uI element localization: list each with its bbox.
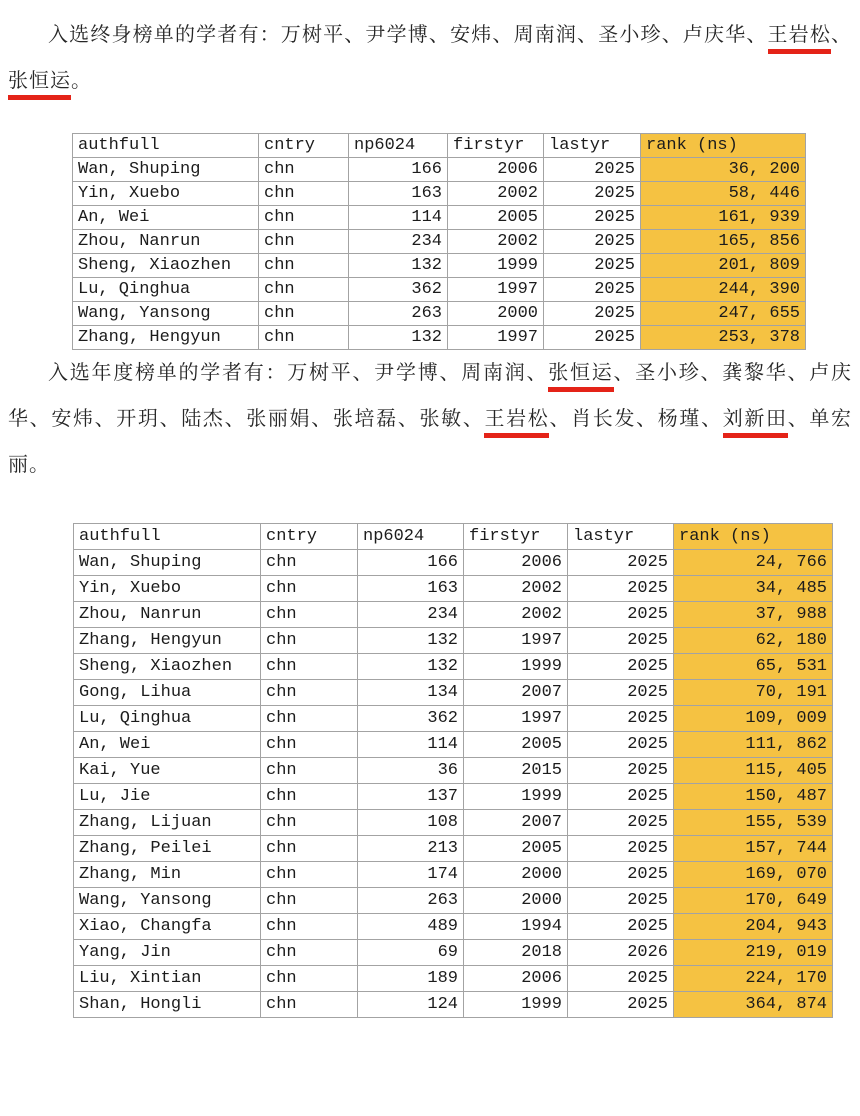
paragraph-text: 入选年度榜单的学者有：万树平、尹学博、周南润、	[48, 362, 549, 384]
table-row	[74, 940, 833, 966]
cell-np6024: 124	[358, 992, 464, 1018]
cell-firstyr: 2006	[448, 158, 544, 182]
cell-np6024: 234	[349, 230, 448, 254]
cell-rank-ns: 150, 487	[674, 784, 833, 810]
paragraph-text: 入选终身榜单的学者有：万树平、尹学博、安炜、周南润、圣小珍、卢庆华、	[48, 24, 768, 46]
cell-rank-ns: 219, 019	[674, 940, 833, 966]
cell-rank-ns: 58, 446	[641, 182, 806, 206]
cell-firstyr: 1994	[464, 914, 568, 940]
cell-rank-ns: 201, 809	[641, 254, 806, 278]
cell-rank-ns: 161, 939	[641, 206, 806, 230]
cell-cntry: chn	[261, 576, 358, 602]
table-row	[74, 888, 833, 914]
cell-authfull: Wang, Yansong	[74, 888, 261, 914]
cell-cntry: chn	[261, 706, 358, 732]
cell-cntry: chn	[261, 732, 358, 758]
cell-firstyr: 2002	[464, 576, 568, 602]
table-row	[74, 628, 833, 654]
header-row	[74, 524, 833, 550]
cell-lastyr: 2025	[544, 158, 641, 182]
cell-cntry: chn	[259, 326, 349, 350]
cell-np6024: 362	[358, 706, 464, 732]
table-row	[74, 576, 833, 602]
cell-lastyr: 2025	[568, 576, 674, 602]
cell-rank-ns: 253, 378	[641, 326, 806, 350]
cell-authfull: Zhang, Peilei	[74, 836, 261, 862]
cell-cntry: chn	[259, 278, 349, 302]
cell-np6024: 114	[358, 732, 464, 758]
cell-authfull: Shan, Hongli	[74, 992, 261, 1018]
cell-authfull: Zhang, Hengyun	[74, 628, 261, 654]
col-header-authfull: authfull	[73, 134, 259, 158]
cell-rank-ns: 36, 200	[641, 158, 806, 182]
cell-np6024: 134	[358, 680, 464, 706]
cell-firstyr: 2005	[448, 206, 544, 230]
cell-cntry: chn	[261, 862, 358, 888]
cell-lastyr: 2025	[568, 862, 674, 888]
table-row	[73, 158, 806, 182]
cell-authfull: Wang, Yansong	[73, 302, 259, 326]
cell-rank-ns: 24, 766	[674, 550, 833, 576]
cell-lastyr: 2026	[568, 940, 674, 966]
cell-firstyr: 2002	[448, 182, 544, 206]
col-header-lastyr: lastyr	[568, 524, 674, 550]
cell-rank-ns: 170, 649	[674, 888, 833, 914]
cell-np6024: 263	[349, 302, 448, 326]
scholar-name-underlined: 刘新田	[723, 408, 788, 438]
table-row	[73, 302, 806, 326]
table-row	[74, 836, 833, 862]
cell-authfull: Sheng, Xiaozhen	[73, 254, 259, 278]
cell-authfull: Kai, Yue	[74, 758, 261, 784]
cell-lastyr: 2025	[568, 758, 674, 784]
cell-lastyr: 2025	[544, 230, 641, 254]
cell-np6024: 137	[358, 784, 464, 810]
table-row	[74, 680, 833, 706]
cell-authfull: Zhang, Lijuan	[74, 810, 261, 836]
cell-rank-ns: 37, 988	[674, 602, 833, 628]
cell-lastyr: 2025	[544, 302, 641, 326]
table-row	[74, 706, 833, 732]
cell-firstyr: 1997	[464, 706, 568, 732]
col-header-lastyr: lastyr	[544, 134, 641, 158]
cell-firstyr: 2005	[464, 732, 568, 758]
annual-rank-table	[73, 523, 833, 1018]
cell-rank-ns: 204, 943	[674, 914, 833, 940]
cell-rank-ns: 70, 191	[674, 680, 833, 706]
cell-np6024: 108	[358, 810, 464, 836]
cell-lastyr: 2025	[544, 278, 641, 302]
cell-authfull: Yang, Jin	[74, 940, 261, 966]
cell-firstyr: 1999	[448, 254, 544, 278]
cell-lastyr: 2025	[544, 254, 641, 278]
cell-lastyr: 2025	[568, 602, 674, 628]
cell-cntry: chn	[261, 654, 358, 680]
cell-firstyr: 1997	[448, 326, 544, 350]
cell-np6024: 132	[358, 654, 464, 680]
cell-cntry: chn	[259, 182, 349, 206]
paragraph-text: 、单宏丽。	[8, 408, 853, 476]
cell-cntry: chn	[261, 810, 358, 836]
cell-firstyr: 2007	[464, 680, 568, 706]
cell-authfull: Lu, Qinghua	[73, 278, 259, 302]
table-row	[74, 602, 833, 628]
cell-lastyr: 2025	[568, 836, 674, 862]
cell-authfull: An, Wei	[73, 206, 259, 230]
cell-authfull: Gong, Lihua	[74, 680, 261, 706]
cell-firstyr: 1999	[464, 992, 568, 1018]
col-header-firstyr: firstyr	[464, 524, 568, 550]
scholar-name-underlined: 张恒运	[548, 362, 613, 392]
cell-authfull: Yin, Xuebo	[73, 182, 259, 206]
cell-np6024: 213	[358, 836, 464, 862]
col-header-authfull: authfull	[74, 524, 261, 550]
cell-np6024: 69	[358, 940, 464, 966]
cell-rank-ns: 224, 170	[674, 966, 833, 992]
cell-rank-ns: 244, 390	[641, 278, 806, 302]
cell-np6024: 163	[358, 576, 464, 602]
cell-firstyr: 1997	[464, 628, 568, 654]
cell-authfull: Zhou, Nanrun	[74, 602, 261, 628]
table-row	[74, 810, 833, 836]
cell-firstyr: 2005	[464, 836, 568, 862]
cell-lastyr: 2025	[568, 550, 674, 576]
cell-firstyr: 2002	[448, 230, 544, 254]
paragraph-text: 、圣小珍、龚黎华、卢庆华、安炜、开玥、陆杰、张丽娟、张培磊、张敏、	[8, 362, 852, 430]
paragraph-annual-list	[8, 350, 852, 488]
cell-rank-ns: 111, 862	[674, 732, 833, 758]
cell-cntry: chn	[261, 940, 358, 966]
cell-cntry: chn	[259, 206, 349, 230]
cell-rank-ns: 364, 874	[674, 992, 833, 1018]
cell-np6024: 132	[349, 254, 448, 278]
cell-lastyr: 2025	[568, 966, 674, 992]
table-row	[74, 966, 833, 992]
cell-lastyr: 2025	[568, 914, 674, 940]
cell-np6024: 489	[358, 914, 464, 940]
scholar-name-underlined: 张恒运	[8, 70, 71, 100]
table-row	[74, 914, 833, 940]
cell-firstyr: 2000	[448, 302, 544, 326]
paragraph-text: 、	[831, 24, 853, 46]
cell-cntry: chn	[261, 784, 358, 810]
cell-firstyr: 2006	[464, 550, 568, 576]
table-row	[73, 206, 806, 230]
cell-lastyr: 2025	[568, 680, 674, 706]
cell-np6024: 132	[358, 628, 464, 654]
cell-cntry: chn	[261, 888, 358, 914]
cell-rank-ns: 165, 856	[641, 230, 806, 254]
cell-np6024: 36	[358, 758, 464, 784]
cell-cntry: chn	[261, 628, 358, 654]
cell-lastyr: 2025	[568, 628, 674, 654]
cell-cntry: chn	[261, 758, 358, 784]
paragraph-text: 、肖长发、杨瑾、	[549, 408, 723, 430]
table-row	[73, 278, 806, 302]
table-row	[74, 862, 833, 888]
cell-firstyr: 1997	[448, 278, 544, 302]
lifetime-rank-table	[72, 133, 806, 350]
cell-lastyr: 2025	[568, 706, 674, 732]
cell-firstyr: 2007	[464, 810, 568, 836]
cell-cntry: chn	[261, 992, 358, 1018]
cell-authfull: Wan, Shuping	[74, 550, 261, 576]
cell-cntry: chn	[259, 230, 349, 254]
cell-authfull: Zhou, Nanrun	[73, 230, 259, 254]
cell-firstyr: 2006	[464, 966, 568, 992]
col-header-cntry: cntry	[261, 524, 358, 550]
cell-cntry: chn	[261, 680, 358, 706]
scholar-name-underlined: 王岩松	[768, 24, 832, 54]
table-row	[74, 550, 833, 576]
col-header-firstyr: firstyr	[448, 134, 544, 158]
cell-cntry: chn	[259, 158, 349, 182]
header-row	[73, 134, 806, 158]
cell-rank-ns: 65, 531	[674, 654, 833, 680]
cell-authfull: Xiao, Changfa	[74, 914, 261, 940]
cell-lastyr: 2025	[568, 654, 674, 680]
cell-cntry: chn	[261, 836, 358, 862]
cell-firstyr: 1999	[464, 784, 568, 810]
cell-cntry: chn	[261, 602, 358, 628]
cell-authfull: Yin, Xuebo	[74, 576, 261, 602]
table-row	[74, 654, 833, 680]
cell-authfull: Wan, Shuping	[73, 158, 259, 182]
table-row	[74, 732, 833, 758]
cell-rank-ns: 115, 405	[674, 758, 833, 784]
table-row	[73, 182, 806, 206]
cell-authfull: Lu, Qinghua	[74, 706, 261, 732]
cell-cntry: chn	[261, 914, 358, 940]
cell-firstyr: 2015	[464, 758, 568, 784]
cell-authfull: Lu, Jie	[74, 784, 261, 810]
cell-firstyr: 1999	[464, 654, 568, 680]
cell-cntry: chn	[261, 550, 358, 576]
cell-firstyr: 2000	[464, 862, 568, 888]
table-row	[74, 992, 833, 1018]
cell-authfull: Zhang, Min	[74, 862, 261, 888]
cell-lastyr: 2025	[568, 784, 674, 810]
cell-authfull: Zhang, Hengyun	[73, 326, 259, 350]
col-header-cntry: cntry	[259, 134, 349, 158]
table-row	[73, 326, 806, 350]
col-header-np6024: np6024	[358, 524, 464, 550]
cell-authfull: An, Wei	[74, 732, 261, 758]
cell-rank-ns: 247, 655	[641, 302, 806, 326]
cell-np6024: 166	[358, 550, 464, 576]
cell-firstyr: 2002	[464, 602, 568, 628]
cell-rank-ns: 109, 009	[674, 706, 833, 732]
cell-rank-ns: 62, 180	[674, 628, 833, 654]
cell-np6024: 174	[358, 862, 464, 888]
cell-rank-ns: 157, 744	[674, 836, 833, 862]
col-header-rank-ns: rank (ns)	[674, 524, 833, 550]
cell-lastyr: 2025	[544, 206, 641, 230]
cell-np6024: 234	[358, 602, 464, 628]
cell-np6024: 132	[349, 326, 448, 350]
cell-lastyr: 2025	[544, 182, 641, 206]
cell-firstyr: 2018	[464, 940, 568, 966]
col-header-rank-ns: rank (ns)	[641, 134, 806, 158]
table-row	[74, 784, 833, 810]
cell-cntry: chn	[259, 254, 349, 278]
cell-lastyr: 2025	[568, 888, 674, 914]
paragraph-text: 。	[71, 70, 92, 92]
table-row	[73, 230, 806, 254]
cell-np6024: 166	[349, 158, 448, 182]
paragraph-lifetime-list	[8, 12, 852, 104]
cell-lastyr: 2025	[568, 992, 674, 1018]
cell-np6024: 163	[349, 182, 448, 206]
table-row	[74, 758, 833, 784]
cell-lastyr: 2025	[568, 732, 674, 758]
cell-authfull: Liu, Xintian	[74, 966, 261, 992]
cell-firstyr: 2000	[464, 888, 568, 914]
scholar-name-underlined: 王岩松	[484, 408, 549, 438]
cell-np6024: 114	[349, 206, 448, 230]
cell-rank-ns: 169, 070	[674, 862, 833, 888]
cell-np6024: 362	[349, 278, 448, 302]
cell-authfull: Sheng, Xiaozhen	[74, 654, 261, 680]
cell-np6024: 263	[358, 888, 464, 914]
cell-lastyr: 2025	[544, 326, 641, 350]
cell-rank-ns: 34, 485	[674, 576, 833, 602]
cell-cntry: chn	[259, 302, 349, 326]
cell-cntry: chn	[261, 966, 358, 992]
cell-lastyr: 2025	[568, 810, 674, 836]
cell-np6024: 189	[358, 966, 464, 992]
table-row	[73, 254, 806, 278]
cell-rank-ns: 155, 539	[674, 810, 833, 836]
col-header-np6024: np6024	[349, 134, 448, 158]
